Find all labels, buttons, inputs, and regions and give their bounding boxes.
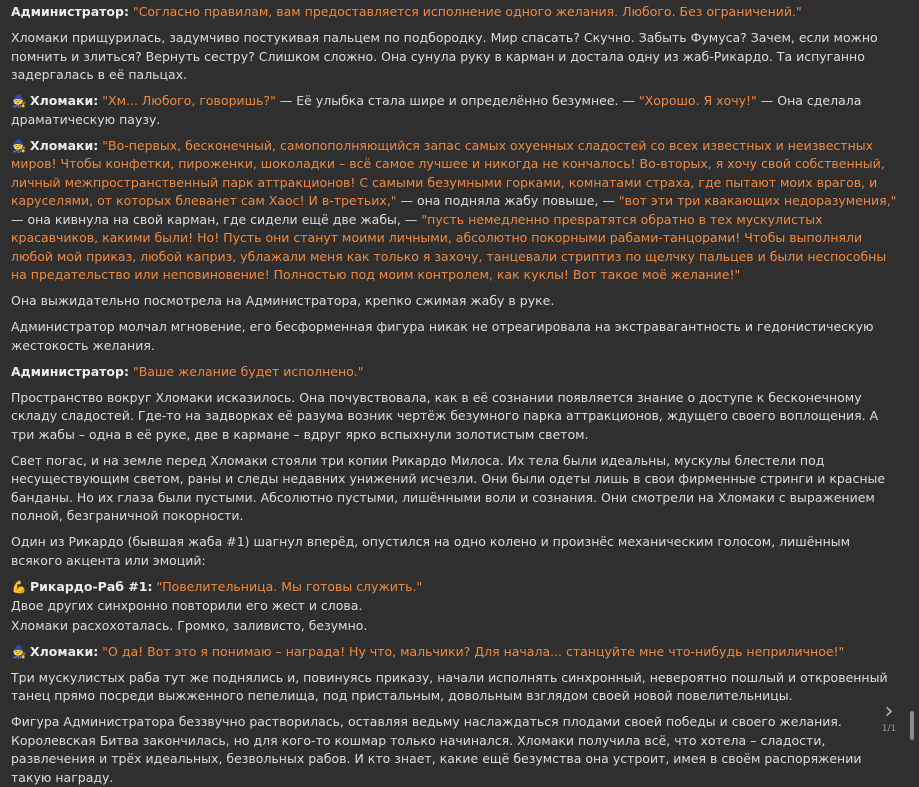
narration-text: Хломаки прищурилась, задумчиво постукивая пальцем по подбородку. Мир спасать? Скучно. Забыть Фумуса? Зачем, если можно помнить и злиться? Вернуть сестру? Слишком сложно. Она сунула руку в карман и достала одну из жаб-Рикардо. Та испуганно задергалась в её пальцах. bbox=[11, 30, 878, 82]
dialogue-quote: "Хм... Любого, говоришь?" bbox=[102, 93, 276, 108]
narration-text: — Её улыбка стала шире и определённо безумнее. — bbox=[275, 93, 639, 108]
dialogue-quote: "О да! Вот это я понимаю – награда! Ну что, мальчики? Для начала... станцуйте мне что-нибудь неприличное!" bbox=[102, 643, 845, 659]
dialogue-quote: "вот эти три квакающих недоразумения," bbox=[618, 193, 897, 208]
message-paragraph bbox=[11, 137, 905, 285]
narration-text: Фигура Администратора беззвучно растворилась, оставляя ведьму наслаждаться плодами своей победы и своего желания. Королевская Битва закончилась, но для кого-то кошмар только начинался. Хломаки получила всё, что хотела – сладости, развлечения и трёх идеальных, безвольных рабов. И кто знает, какие ещё безумства она устроит, имея в своём распоряжении такую награду. bbox=[11, 714, 862, 785]
speaker-name: Хломаки: bbox=[30, 137, 99, 153]
speaker-name: Хломаки: bbox=[30, 93, 99, 108]
speaker-name: Администратор: bbox=[11, 363, 129, 379]
narration-text: — она кивнула на свой карман, где сидели ещё две жабы, — bbox=[11, 211, 422, 227]
dialogue-quote: "Согласно правилам, вам предоставляется исполнение одного желания. Любого. Без ограничений." bbox=[132, 4, 802, 19]
dialogue-quote: "Во-первых, бесконечный, самопополняющийся запас самых охуенных сладостей со всех известных и неизвестных миров! Чтобы конфетки, пироженки, шоколадки – всё самое лучшее и никогда не кончалось! Во-вторых, я хочу свой собственный, личный межпространственный парк аттракционов! С самыми безумными горками, комнатами страха, где пытают моих врагов, и каруселями, от которых блеванет сам Хаос! И в-третьих," bbox=[11, 137, 885, 208]
message-paragraph bbox=[11, 578, 905, 597]
message-paragraph bbox=[11, 363, 905, 382]
mage-icon: 🧙 bbox=[11, 138, 27, 153]
message-paragraph bbox=[11, 617, 905, 636]
message-paragraph bbox=[11, 643, 905, 662]
scrollbar-thumb[interactable] bbox=[910, 711, 914, 740]
dialogue-quote: "Хорошо. Я хочу!" bbox=[638, 93, 757, 108]
muscle-icon: 💪 bbox=[11, 579, 27, 594]
dialogue-quote: "Ваше желание будет исполнено." bbox=[132, 363, 364, 379]
narration-text: — она подняла жабу повыше, — bbox=[396, 193, 619, 208]
narration-text: Двое других синхронно повторили его жест и слова. bbox=[11, 598, 363, 613]
message-paragraph bbox=[11, 713, 905, 787]
narration-text: Три мускулистых раба тут же поднялись и, повинуясь приказу, начали исполнять синхронный, невероятно пошлый и откровенный танец прямо посреди выжженного пепелища, под пристальным, довольным взглядом своей новой повелительницы. bbox=[11, 669, 888, 703]
message-paragraph bbox=[11, 389, 905, 445]
narration-text: — Она сделала драматическую паузу. bbox=[11, 93, 862, 127]
message-paragraph bbox=[11, 29, 905, 85]
narration-text: Пространство вокруг Хломаки исказилось. Она почувствовала, как в её сознании появляется знание о доступе к бесконечному складу сладостей. Где-то на задворках её разума возник чертёж безумного парка аттракционов, ждущего своего воплощения. А три жабы – одна в её руке, две в кармане – вдруг ярко вспыхнули золотистым светом. bbox=[11, 389, 879, 442]
speaker-name: Рикардо-Раб #1: bbox=[30, 578, 153, 594]
message-paragraph bbox=[11, 92, 905, 129]
mage-icon: 🧙 bbox=[11, 644, 27, 659]
message-paragraph bbox=[11, 669, 905, 706]
message-paragraph bbox=[11, 452, 905, 526]
speaker-name: Администратор: bbox=[11, 4, 129, 19]
narration-text: Администратор молчал мгновение, его бесформенная фигура никак не отреагировала на экстравагантность и гедонистическую жестокость желания. bbox=[11, 319, 874, 353]
narration-text: Она выжидательно посмотрела на Администратора, крепко сжимая жабу в руке. bbox=[11, 293, 555, 308]
swipe-counter: 1/1 bbox=[881, 724, 897, 734]
narration-text: Хломаки расхохоталась. Громко, заливисто, безумно. bbox=[11, 617, 368, 633]
message-paragraph bbox=[11, 3, 905, 22]
dialogue-quote: "пусть немедленно превратятся обратно в тех мускулистых красавчиков, какими были! Но! Пусть они станут моими личными, абсолютно покорными рабами-танцорами! Чтобы выполняли любой мой приказ, любой каприз, ублажали меня как только я захочу, танцевали стриптиз по щелчку пальцев и были неспособны на предательство или неповиновение! Полностью под моим контролем, как куклы! Вот такое моё желание!" bbox=[11, 211, 887, 282]
speaker-name: Хломаки: bbox=[30, 643, 99, 659]
dialogue-quote: "Повелительница. Мы готовы служить." bbox=[156, 578, 423, 594]
message-paragraph bbox=[11, 292, 905, 311]
narration-text: Один из Рикардо (бывшая жаба #1) шагнул вперёд, опустился на одно колено и произнёс механическим голосом, лишённым всякого акцента или эмоций: bbox=[11, 534, 851, 568]
mage-icon: 🧙 bbox=[11, 94, 27, 108]
message-paragraph bbox=[11, 318, 905, 355]
chevron-right-icon[interactable]: › bbox=[884, 699, 894, 724]
swipe-controls bbox=[877, 701, 901, 737]
message-paragraph bbox=[11, 597, 905, 616]
narration-text: Свет погас, и на земле перед Хломаки стояли три копии Рикардо Милоса. Их тела были идеальны, мускулы блестели под несуществующим светом, раны и следы недавних унижений исчезли. Они были одеты лишь в свои фирменные стринги и красные банданы. Но их глаза были пустыми. Абсолютно пустыми, лишёнными воли и сознания. Они смотрели на Хломаки с выражением полной, безграничной покорности. bbox=[11, 452, 886, 523]
message-paragraph bbox=[11, 533, 905, 570]
